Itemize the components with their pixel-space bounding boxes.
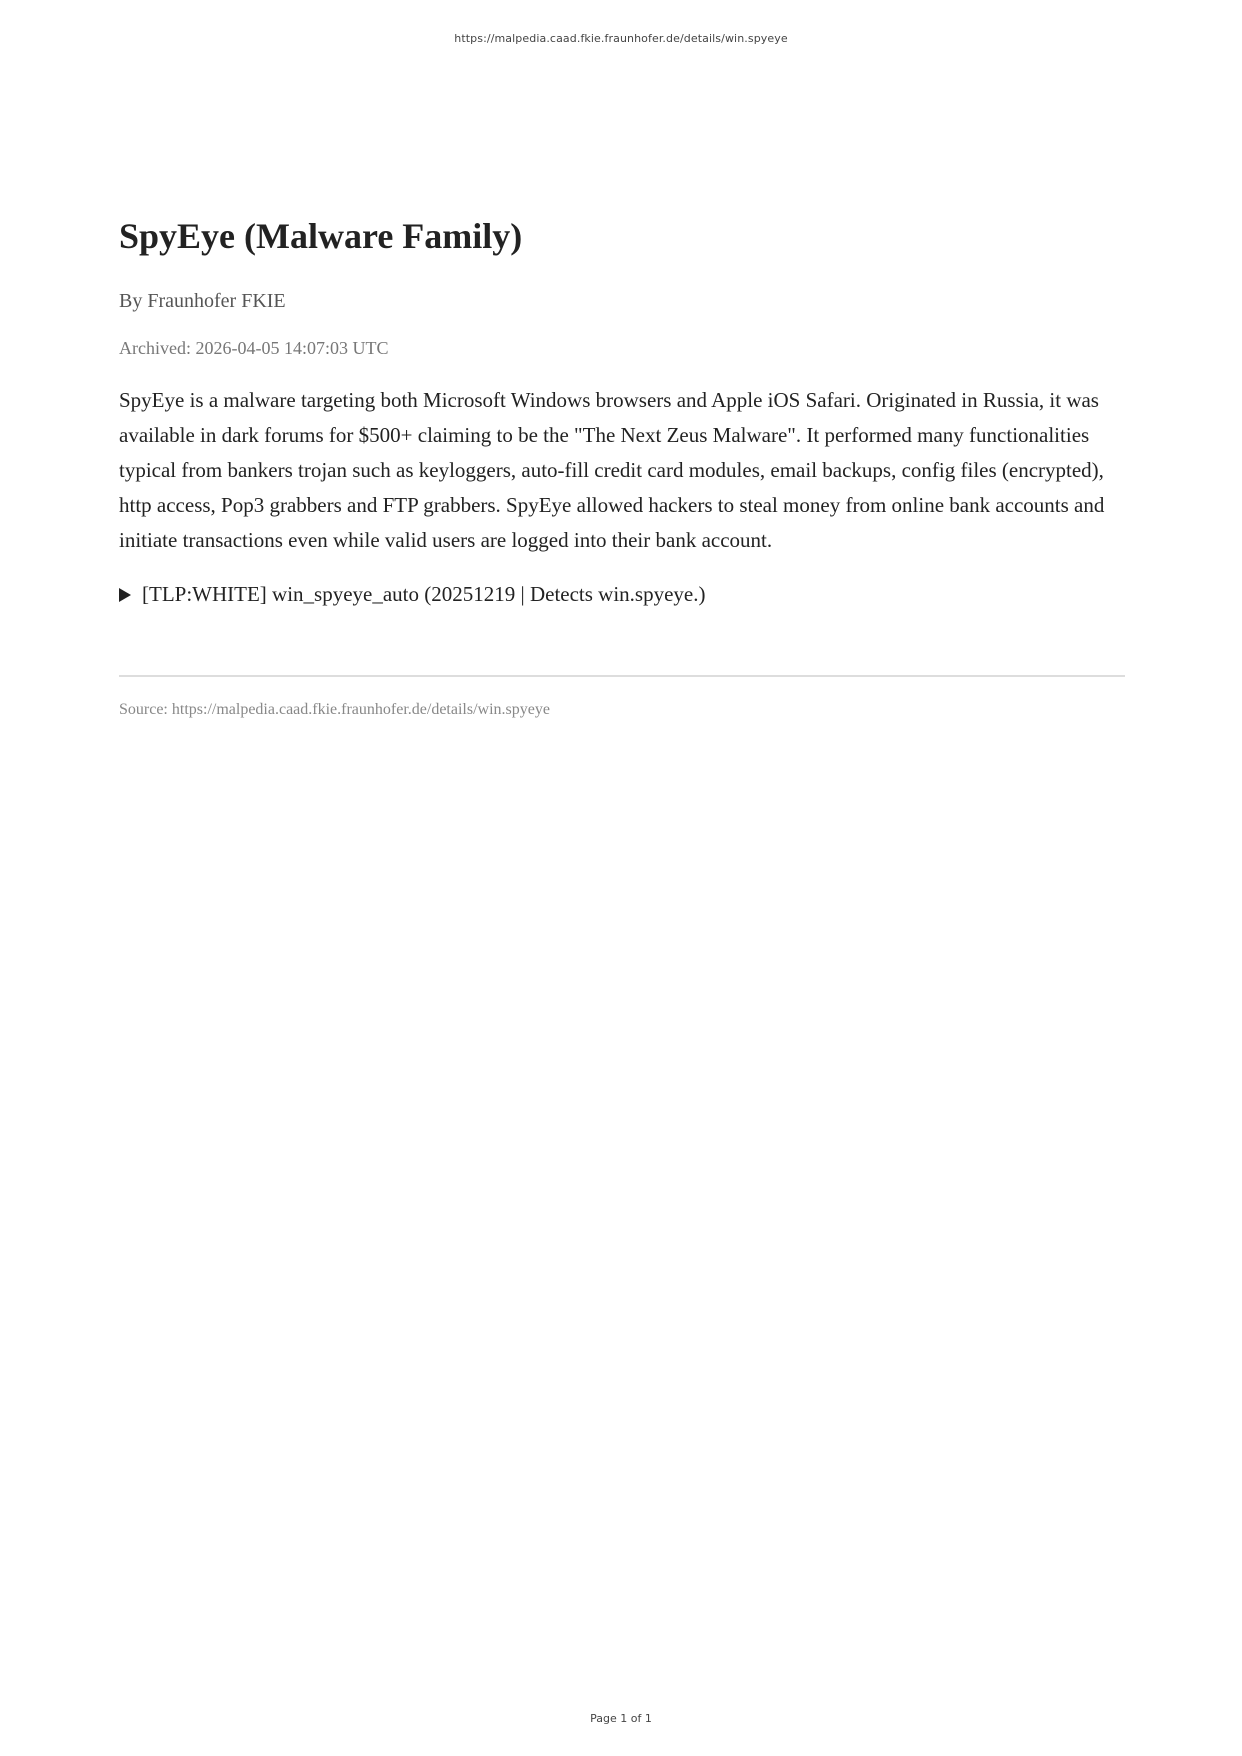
triangle-right-icon [119, 588, 131, 602]
page-header-url: https://malpedia.caad.fkie.fraunhofer.de/details/win.spyeye [454, 32, 788, 45]
page-title: SpyEye (Malware Family) [119, 216, 523, 256]
source-link[interactable]: Source: https://malpedia.caad.fkie.fraunhofer.de/details/win.spyeye [119, 701, 550, 718]
divider [119, 675, 1125, 677]
yara-rule-label: [TLP:WHITE] win_spyeye_auto (20251219 | Detects win.spyeye.) [142, 582, 706, 606]
yara-rule-disclosure[interactable] [119, 579, 1125, 609]
byline: By Fraunhofer FKIE [119, 290, 286, 312]
archived-timestamp: Archived: 2026-04-05 14:07:03 UTC [119, 338, 389, 358]
description-paragraph: SpyEye is a malware targeting both Microsoft Windows browsers and Apple iOS Safari. Originated in Russia, it was available in dark forums for $500+ claiming to be the "The Next Zeus Malware". It performed many functionalities typical from bankers trojan such as keyloggers, auto-fill credit card modules, email backups, config files (encrypted), http access, Pop3 grabbers and FTP grabbers. SpyEye allowed hackers to steal money from online bank accounts and initiate transactions even while valid users are logged into their bank account. [119, 388, 1105, 552]
article [119, 214, 1125, 721]
page-number: Page 1 of 1 [590, 1712, 652, 1725]
